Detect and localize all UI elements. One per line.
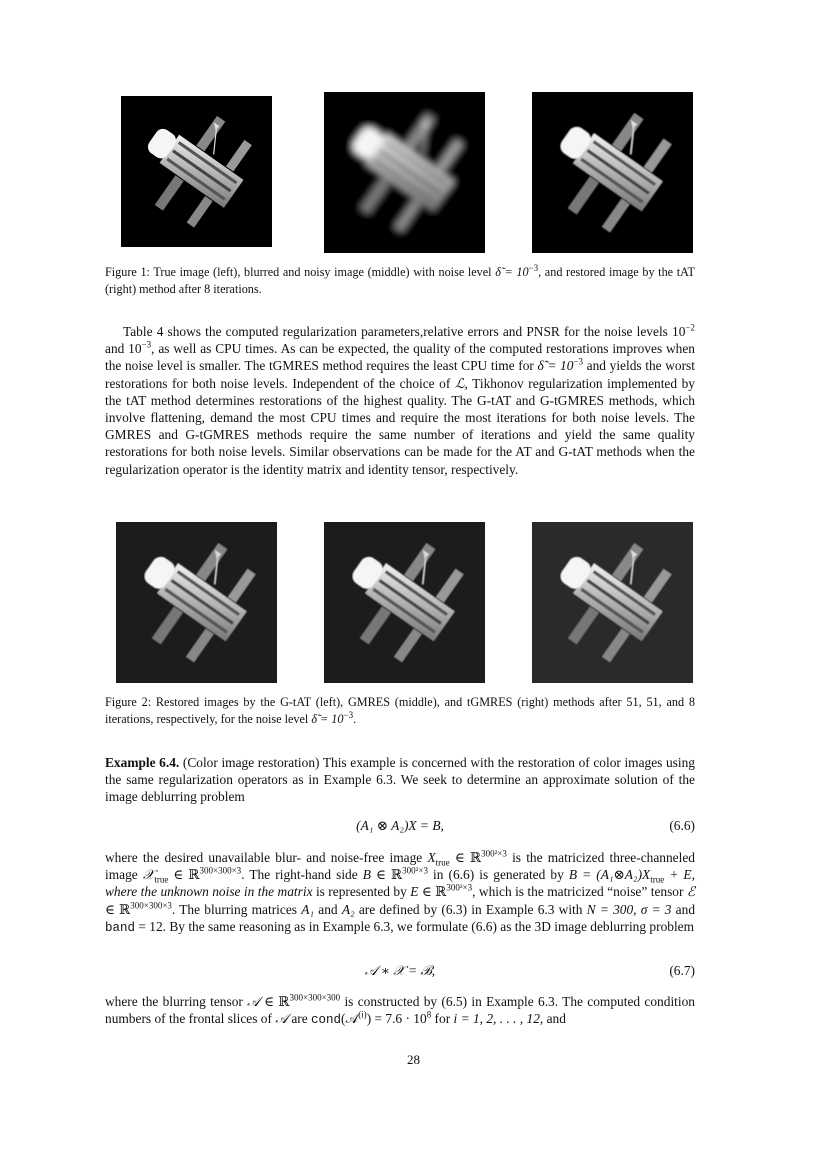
equation-6-7 [105, 963, 695, 983]
figure1-caption-prefix: Figure 1: [105, 265, 150, 279]
telescope-image [121, 96, 272, 247]
figure2-image-right [532, 522, 693, 683]
paragraph-blurring-tensor: where the blurring tensor 𝒜 ∈ ℝ$^{300\times 300\times 300}$ is constructed by (6.5) in Example 6.3. The computed condition numbers of the frontal slices of 𝒜 are cond(𝒜$^{(i)}$) = $7.6 \cdot 10^8$ for i = 1, 2, . . . , 12, and [105, 992, 695, 1028]
figure1-caption: Figure 1: True image (left), blurred and noisy image (middle) with noise level δ̃ = $10^{-3}$, and restored image by the tAT (right) method after 8 iterations. [105, 262, 695, 296]
equation-6-6 [105, 818, 695, 838]
figure1-image-left [121, 96, 272, 247]
equation-6-7-number: (6.7) [669, 963, 695, 978]
page-number: 28 [407, 1052, 420, 1067]
telescope-image [324, 92, 485, 253]
telescope-image [532, 92, 693, 253]
example-label: Example 6.4. [105, 755, 180, 770]
figure2-caption: Figure 2: Restored images by the G-tAT (left), GMRES (middle), and tGMRES (right) methods after 51, 51, and 8 iterations, respectively, for the noise level δ̃ = $10^{-3}$. [105, 695, 695, 726]
figure2-image-left [116, 522, 277, 683]
paragraph-table4-discussion: Table 4 shows the computed regularization parameters,relative errors and PNSR for the noise levels $10^{-2}$ and $10^{-3}$, as well as CPU times. As can be expected, the quality of the computed restorations improves when the noise level is smaller. The tGMRES method requires the least CPU time for δ̃ = $10^{-3}$ and yields the worst restorations for both noise levels. Independent of the choice of ℒ, Tikhonov regularization implemented by the tAT method determines restorations of the highest quality. The G-tAT and G-tGMRES methods, which involve flattening, demand the most CPU times and require the most iterations for both noise levels. The GMRES and G-tGMRES methods require the same number of iterations and yield the same quality restorations for both noise levels. Similar observations can be made for the AT and G-tAT methods when the regularization operator is the identity matrix and identity tensor, respectively. [105, 322, 695, 477]
paragraph-problem-setup: where the desired unavailable blur- and noise-free image $X_{true}$ ∈ ℝ$^{300^2\times 3}$ is the matricized three-channeled image 𝒳$_{true}$ ∈ ℝ$^{300\times 300\times 3}$. The right-hand side B ∈ ℝ$^{300^2\times 3}$ in (6.6) is generated by $B = (A_1\otimes A_2)X_{true} + E$, where the unknown noise in the matrix is represented by E ∈ ℝ$^{300^2\times 3}$, which is the matricized “noise” tensor ℰ ∈ ℝ$^{300\times 300\times 3}$. The blurring matrices A₁ and A₂ are defined by (6.3) in Example 6.3 with N = 300, σ = 3 and band = 12. By the same reasoning as in Example 6.3, we formulate (6.6) as the 3D image deblurring problem [105, 848, 696, 935]
example-6-4-intro: Example 6.4. (Color image restoration) This example is concerned with the restoration of color images using the same regularization operators as in Example 6.3. We seek to determine an approximate solution of the image deblurring problem [105, 755, 695, 805]
equation-6-6-body: (A₁ ⊗ A₂)X = B, [356, 818, 444, 833]
equation-6-7-body: 𝒜 ∗ 𝒳 = ℬ, [364, 963, 436, 978]
figure2-caption-prefix: Figure 2: [105, 695, 152, 709]
figure2-image-middle [324, 522, 485, 683]
figure1-image-middle [324, 92, 485, 253]
equation-6-6-number: (6.6) [669, 818, 695, 833]
figure1-image-right [532, 92, 693, 253]
telescope-image [324, 522, 485, 683]
telescope-image [116, 522, 277, 683]
telescope-image [532, 522, 693, 683]
